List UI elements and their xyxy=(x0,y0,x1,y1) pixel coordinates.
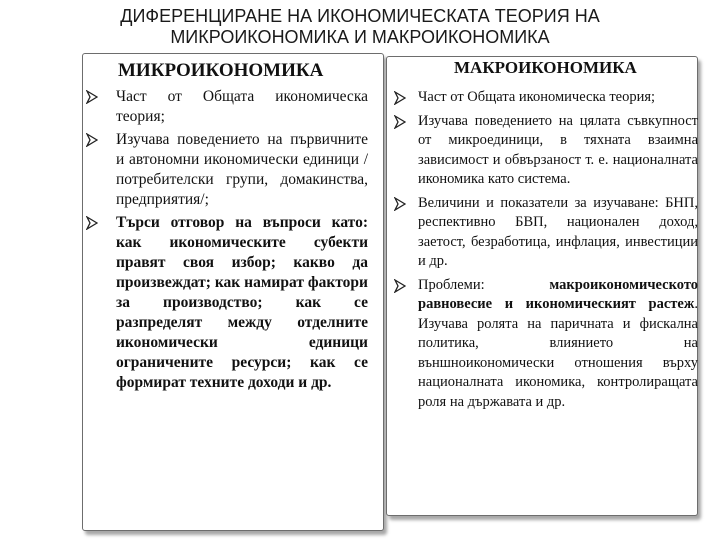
macro-item-4-suffix: . Изучава ролята на паричната и фискална политика, влиянието на външноикономически отношения върху националната икономика, контролиращата роля на държавата и др. xyxy=(418,296,698,410)
macro-item-1 xyxy=(390,88,698,108)
slide-title xyxy=(0,6,720,48)
micro-item-2 xyxy=(86,130,368,210)
title-line-2: МИКРОИКОНОМИКА И МАКРОИКОНОМИКА xyxy=(170,27,550,47)
arrow-bullet-icon xyxy=(86,133,98,147)
arrow-bullet-icon xyxy=(394,279,406,293)
macro-item-1-text: Част от Общата икономическа теория; xyxy=(418,89,656,105)
micro-item-3 xyxy=(86,213,368,393)
micro-item-1 xyxy=(86,87,368,127)
macro-item-3 xyxy=(390,194,698,272)
arrow-bullet-icon xyxy=(394,197,406,211)
micro-item-1-text: Част от Общата икономическа теория; xyxy=(116,88,368,125)
arrow-bullet-icon xyxy=(86,90,98,104)
micro-heading: МИКРОИКОНОМИКА xyxy=(118,60,324,81)
macro-heading: МАКРОИКОНОМИКА xyxy=(454,58,637,77)
macro-item-4 xyxy=(390,276,698,413)
macro-item-3-text: Величини и показатели за изучаване: БНП, респективно БВП, национален доход, заетост, безработица, инфлация, инвестиции и др. xyxy=(418,194,698,269)
micro-list xyxy=(86,87,368,396)
micro-item-3-text: Търси отговор на въпроси като: как икономическите субекти правят своя избор; какво да произвеждат; как намират фактори за производство; как се разпределят между отделните икономически единици ограничените ресурси; как се формират техните доходи и др. xyxy=(116,214,368,391)
arrow-bullet-icon xyxy=(394,91,406,105)
macro-item-4-bold: макроикономическото равновесие и икономическият растеж xyxy=(418,276,698,312)
macro-list xyxy=(390,88,698,416)
micro-item-2-text: Изучава поведението на първичните и автономни икономически единици /потребителски групи, домакинства, предприятия/; xyxy=(116,131,368,208)
macro-item-4-prefix: Проблеми: xyxy=(418,276,550,293)
arrow-bullet-icon xyxy=(394,115,406,129)
macro-item-2-text: Изучава поведението на цялата съвкупност от микроединици, в тяхната взаимна зависимост и обвързаност т. е. националната икономика като система. xyxy=(418,112,698,187)
macro-item-2 xyxy=(390,112,698,190)
title-line-1: ДИФЕРЕНЦИРАНЕ НА ИКОНОМИЧЕСКАТА ТЕОРИЯ НА xyxy=(120,6,600,26)
arrow-bullet-icon xyxy=(86,216,98,230)
